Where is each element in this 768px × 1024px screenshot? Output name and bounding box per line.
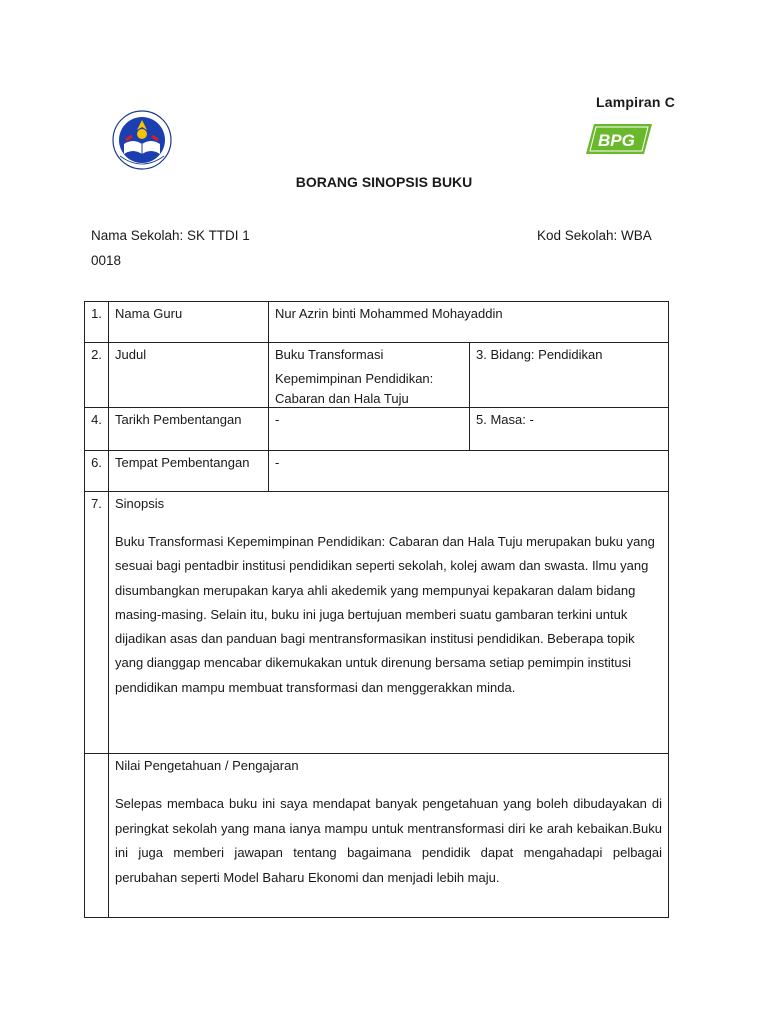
row-tempat: [85, 451, 669, 492]
value-bidang: 3. Bidang: Pendidikan: [470, 343, 669, 408]
judul-line: Buku Transformasi: [275, 347, 384, 362]
row-judul: [85, 343, 669, 408]
row-sinopsis: [85, 492, 669, 754]
nama-sekolah: Nama Sekolah: SK TTDI 1: [91, 228, 250, 243]
label-judul: Judul: [109, 343, 269, 408]
value-judul: [269, 343, 470, 408]
row-tarikh: [85, 408, 669, 451]
row-number: 1.: [85, 302, 109, 343]
row-number-empty: [85, 754, 109, 918]
label-tarikh: Tarikh Pembentangan: [109, 408, 269, 451]
value-nama-guru: Nur Azrin binti Mohammed Mohayaddin: [269, 302, 669, 343]
sinopsis-cell: [109, 492, 669, 754]
row-nama-guru: [85, 302, 669, 343]
row-number: 4.: [85, 408, 109, 451]
row-nilai: [85, 754, 669, 918]
sinopsis-text: Buku Transformasi Kepemimpinan Pendidikan: Cabaran dan Hala Tuju merupakan buku yang sesuai bagi pentadbir institusi pendidikan seperti sekolah, kolej awam dan swasta. Ilmu yang disumbangkan merupakan karya ahli akedemik yang mempunyai kepakaran dalam bidang masing-masing. Selain itu, buku ini juga bertujuan memberi suatu gambaran terkini untuk dijadikan asas dan panduan bagi mentransformasikan institusi pendidikan. Beberapa topik yang dianggap mencabar dikemukakan untuk direnung bersama setiap pemimpin institusi pendidikan mampu membuat transformasi dan menggerakkan minda.: [115, 534, 655, 695]
sinopsis-label: Sinopsis: [115, 496, 165, 511]
value-masa: 5. Masa: -: [470, 408, 669, 451]
bpg-logo-text: BPG: [598, 131, 635, 150]
kod-sekolah: Kod Sekolah: WBA: [537, 228, 652, 243]
judul-line: Cabaran dan Hala Tuju: [275, 391, 409, 406]
lampiran-label: Lampiran C: [596, 94, 676, 110]
page-title: BORANG SINOPSIS BUKU: [295, 174, 473, 190]
judul-line: Kepemimpinan Pendidikan:: [275, 371, 434, 386]
bpg-logo: [586, 122, 654, 158]
label-tempat: Tempat Pembentangan: [109, 451, 269, 492]
row-number: 2.: [85, 343, 109, 408]
value-tarikh: -: [269, 408, 470, 451]
kod-sekolah-suffix: 0018: [91, 253, 122, 268]
value-tempat: -: [269, 451, 669, 492]
kementerian-pendidikan-logo: [110, 110, 174, 172]
sinopsis-form-table: [84, 301, 669, 918]
nilai-cell: [109, 754, 669, 918]
nilai-label: Nilai Pengetahuan / Pengajaran: [115, 758, 299, 773]
row-number: 6.: [85, 451, 109, 492]
label-nama-guru: Nama Guru: [109, 302, 269, 343]
nilai-text: Selepas membaca buku ini saya mendapat banyak pengetahuan yang boleh dibudayakan di peringkat sekolah yang mana ianya mampu untuk mentransformasi diri ke arah kebaikan.Buku ini juga memberi jawapan tentang bagaimana pendidik dapat mengahadapi pelbagai perubahan seperti Model Baharu Ekonomi dan menjadi lebih maju.: [115, 796, 663, 885]
row-number: 7.: [85, 492, 109, 754]
